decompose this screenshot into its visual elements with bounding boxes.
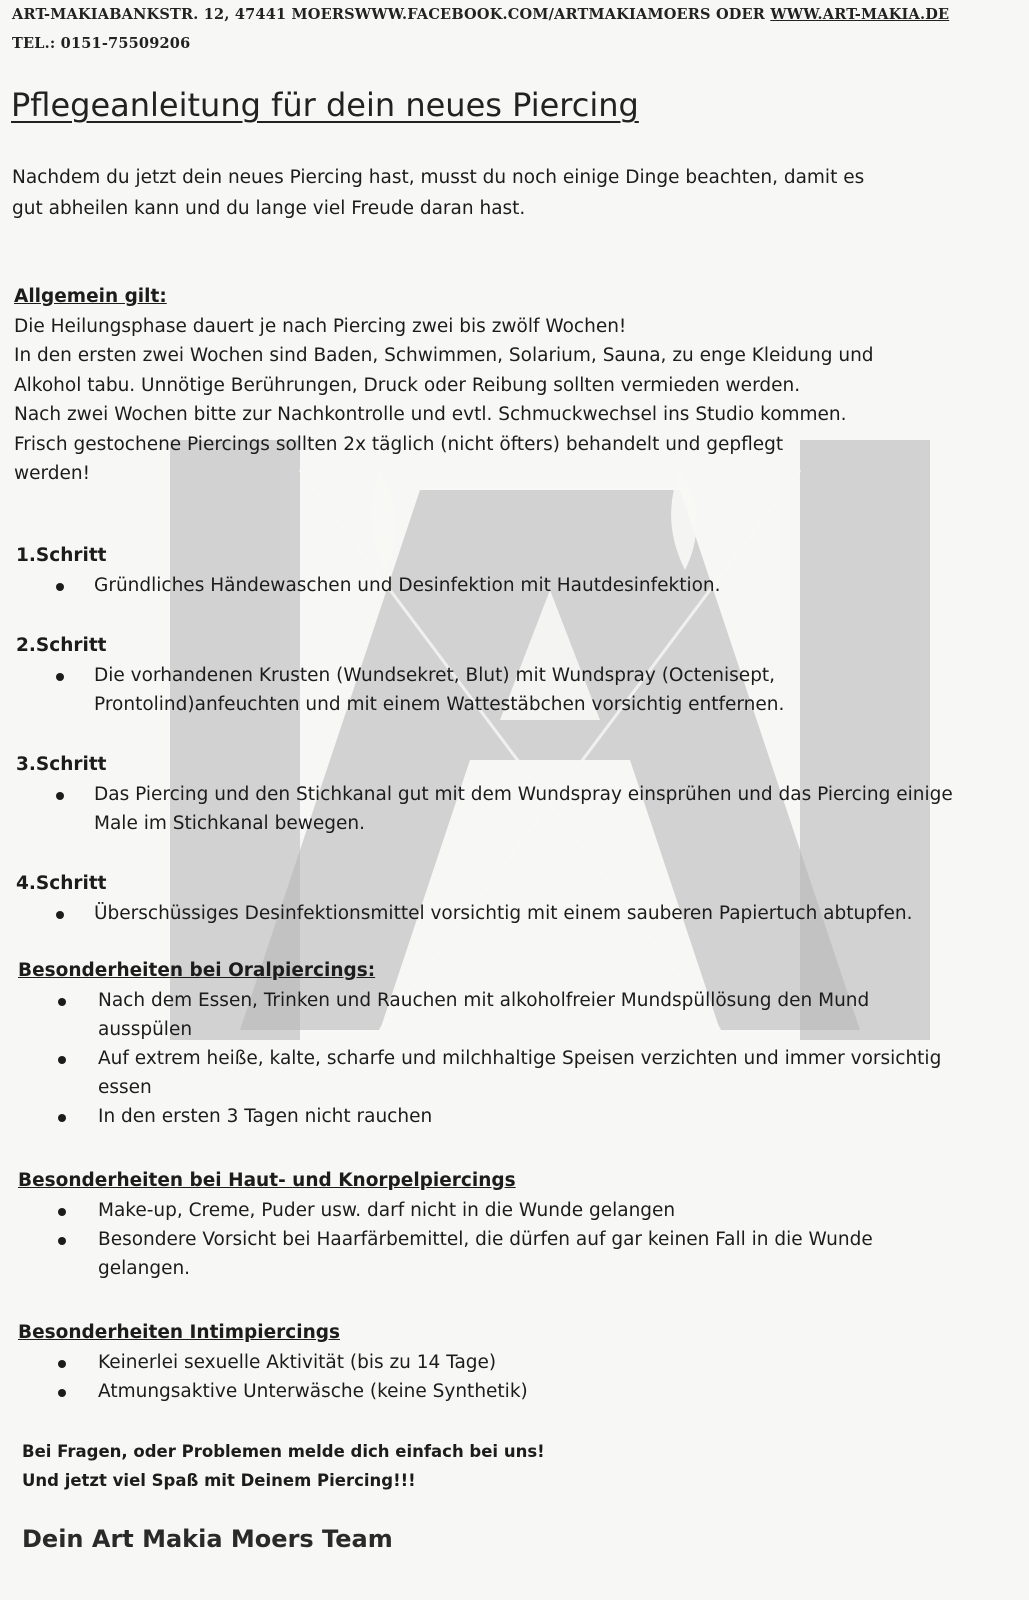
step-title: 1.Schritt: [16, 545, 107, 566]
oral-heading: Besonderheiten bei Oralpiercings:: [18, 960, 376, 981]
bullet-icon: [56, 583, 64, 591]
list-item-text: Die vorhandenen Krusten (Wundsekret, Blut) mit Wundspray (Octenisept, Prontolind)anfeuchten und mit einem Wattestäbchen vorsichtig entfernen.: [94, 665, 785, 715]
intim-list: [18, 1348, 1008, 1406]
closing-note: [22, 1437, 545, 1495]
list-item-text: Das Piercing und den Stichkanal gut mit dem Wundspray einsprühen und das Piercing einige Male im Stichkanal bewegen.: [94, 784, 953, 834]
step-title: 3.Schritt: [16, 754, 107, 775]
list-item: [18, 1102, 1008, 1131]
step-list: [16, 780, 1006, 838]
bullet-icon: [58, 1114, 66, 1122]
team-signature: Dein Art Makia Moers Team: [22, 1525, 393, 1553]
step-title: 2.Schritt: [16, 635, 107, 656]
list-item: [18, 1377, 1008, 1406]
letterhead: [12, 6, 1022, 52]
list-item-text: Gründliches Händewaschen und Desinfektion mit Hautdesinfektion.: [94, 575, 721, 596]
step-list: [16, 571, 1006, 600]
list-item-text: In den ersten 3 Tagen nicht rauchen: [98, 1106, 433, 1127]
list-item: [18, 1044, 978, 1102]
oral-list: [18, 986, 1008, 1131]
bullet-icon: [56, 792, 64, 800]
step-4: [16, 869, 1006, 928]
bullet-icon: [56, 673, 64, 681]
intim-heading: Besonderheiten Intimpiercings: [18, 1322, 341, 1343]
step-title: 4.Schritt: [16, 873, 107, 894]
closing-line: Bei Fragen, oder Problemen melde dich einfach bei uns!: [22, 1442, 545, 1461]
closing-line: Und jetzt viel Spaß mit Deinem Piercing!!!: [22, 1471, 416, 1490]
website-link[interactable]: WWW.ART-MAKIA.DE: [770, 6, 950, 23]
intro-line: Nachdem du jetzt dein neues Piercing hast, musst du noch einige Dinge beachten, damit es: [12, 167, 865, 188]
intro-line: gut abheilen kann und du lange viel Freude daran hast.: [12, 198, 526, 219]
list-item: [18, 1348, 1008, 1377]
address-text: ART-MAKIABANKSTR. 12, 47441 MOERSWWW.FACEBOOK.COM/ARTMAKIAMOERS ODER: [12, 6, 771, 23]
intim-piercings-section: [18, 1318, 1008, 1406]
step-3: [16, 750, 1006, 838]
list-item: [16, 899, 1006, 928]
general-line: Alkohol tabu. Unnötige Berührungen, Druck oder Reibung sollten vermieden werden.: [14, 374, 801, 396]
skin-list: [18, 1196, 1008, 1283]
list-item-text: Atmungsaktive Unterwäsche (keine Synthetik): [98, 1381, 528, 1402]
step-list: [16, 661, 1006, 719]
bullet-icon: [58, 1056, 66, 1064]
list-item: [18, 986, 918, 1044]
bullet-icon: [58, 1208, 66, 1216]
step-1: [16, 541, 1006, 600]
bullet-icon: [58, 998, 66, 1006]
list-item: [18, 1196, 1008, 1225]
bullet-icon: [58, 1389, 66, 1397]
step-list: [16, 899, 1006, 928]
general-line: Frisch gestochene Piercings sollten 2x täglich (nicht öfters) behandelt und gepflegt: [14, 433, 784, 455]
skin-piercings-section: [18, 1166, 1008, 1283]
list-item-text: Besondere Vorsicht bei Haarfärbemittel, die dürfen auf gar keinen Fall in die Wunde gelangen.: [98, 1229, 873, 1279]
bullet-icon: [56, 911, 64, 919]
bullet-icon: [58, 1237, 66, 1245]
general-section: [14, 282, 974, 489]
general-heading: Allgemein gilt:: [14, 286, 167, 307]
list-item: [16, 661, 824, 719]
list-item: [16, 571, 1006, 600]
list-item: [18, 1225, 918, 1283]
page-title: Pflegeanleitung für dein neues Piercing: [11, 86, 639, 124]
skin-heading: Besonderheiten bei Haut- und Knorpelpiercings: [18, 1170, 516, 1191]
bullet-icon: [58, 1360, 66, 1368]
general-line: Nach zwei Wochen bitte zur Nachkontrolle und evtl. Schmuckwechsel ins Studio kommen.: [14, 404, 847, 425]
oral-piercings-section: [18, 956, 1008, 1131]
phone-number: TEL.: 0151-75509206: [12, 35, 191, 52]
letterhead-address-line: [12, 6, 1022, 23]
general-line: In den ersten zwei Wochen sind Baden, Schwimmen, Solarium, Sauna, zu enge Kleidung und: [14, 345, 874, 366]
list-item-text: Nach dem Essen, Trinken und Rauchen mit alkoholfreier Mundspüllösung den Mund ausspülen: [98, 990, 870, 1040]
general-line: werden!: [14, 463, 91, 484]
list-item-text: Keinerlei sexuelle Aktivität (bis zu 14 Tage): [98, 1352, 497, 1373]
list-item-text: Überschüssiges Desinfektionsmittel vorsichtig mit einem sauberen Papiertuch abtupfen.: [94, 903, 913, 924]
general-line: Die Heilungsphase dauert je nach Piercing zwei bis zwölf Wochen!: [14, 315, 627, 337]
list-item-text: Make-up, Creme, Puder usw. darf nicht in die Wunde gelangen: [98, 1200, 676, 1221]
intro-paragraph: [12, 162, 952, 224]
list-item-text: Auf extrem heiße, kalte, scharfe und milchhaltige Speisen verzichten und immer vorsichtig essen: [98, 1048, 942, 1098]
step-2: [16, 631, 1006, 719]
list-item: [16, 780, 994, 838]
